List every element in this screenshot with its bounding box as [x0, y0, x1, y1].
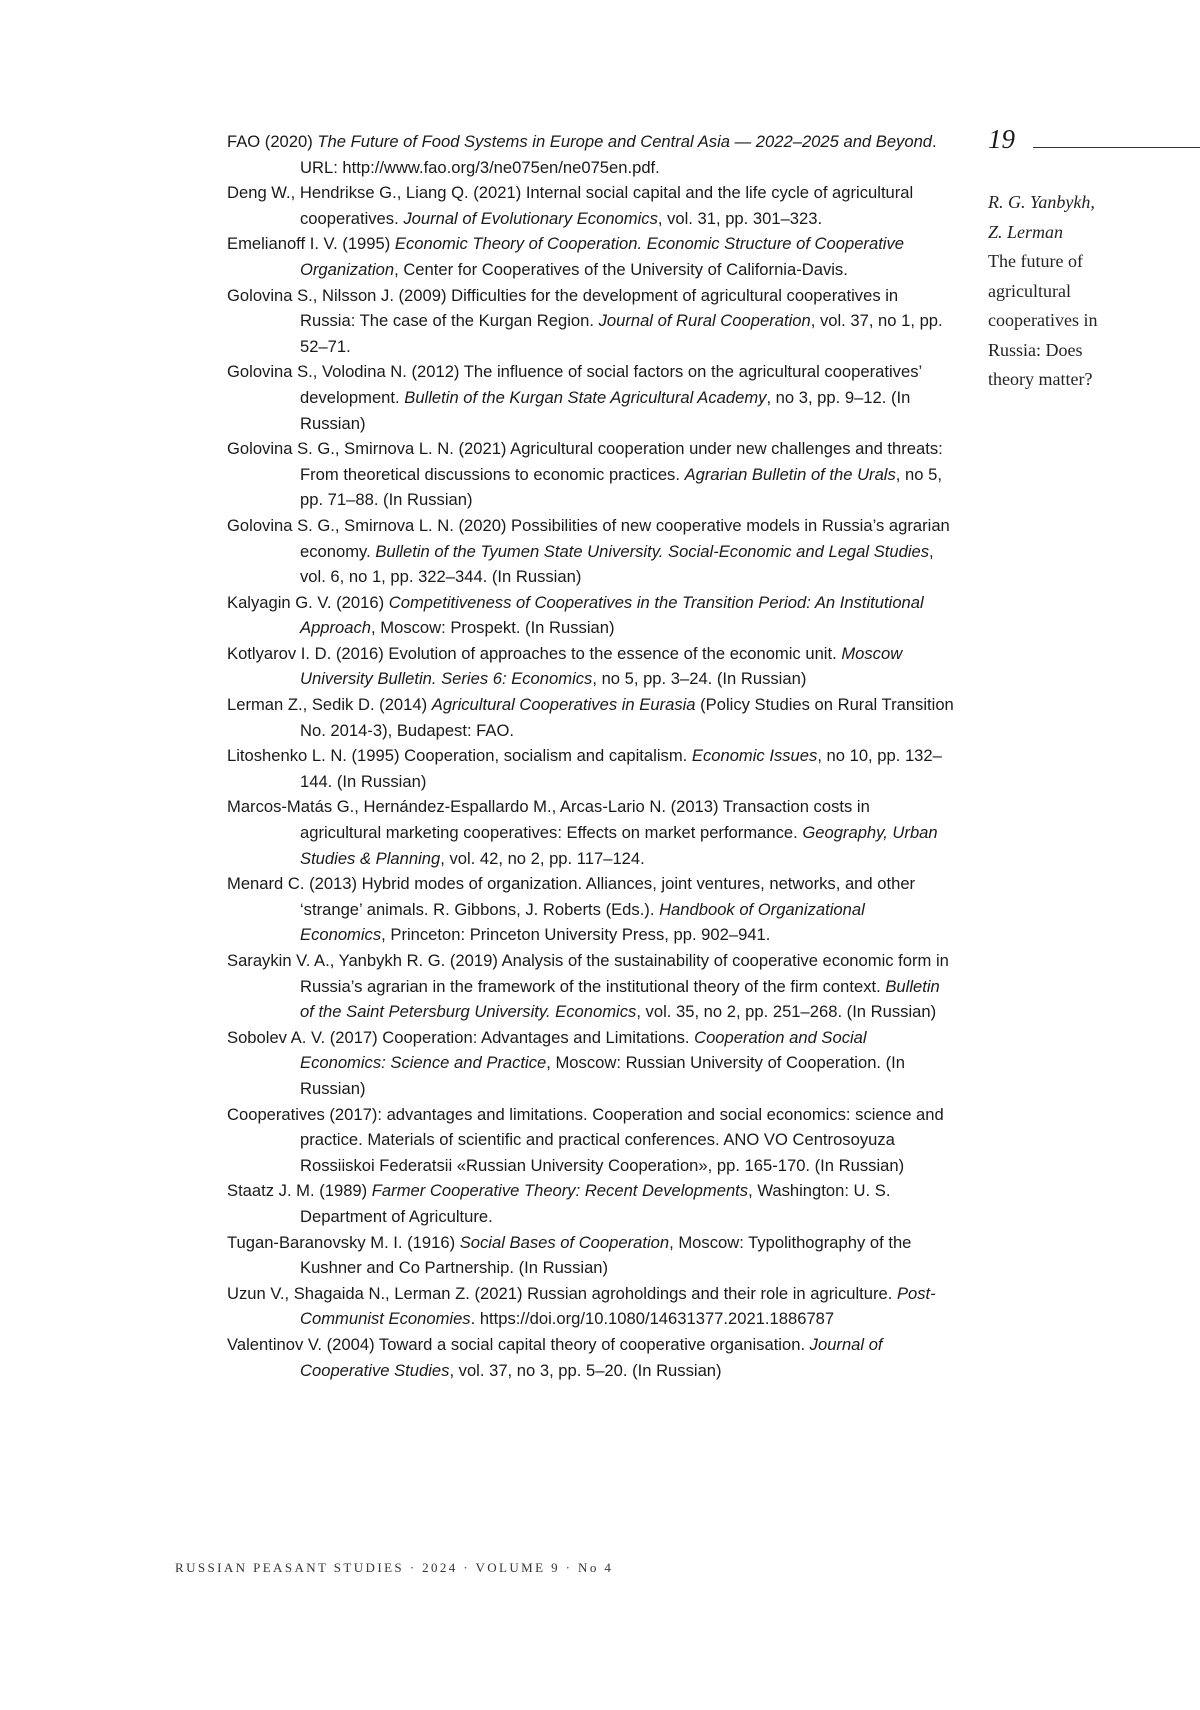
reference-entry — [227, 641, 955, 692]
reference-text: Staatz J. M. (1989) — [227, 1181, 372, 1201]
reference-source-title: Geography, Urban Studies & Planning — [300, 823, 938, 868]
reference-source-title: Farmer Cooperative Theory: Recent Developments — [371, 1181, 749, 1201]
reference-text: , no 5, pp. 71–88. (In Russian) — [300, 464, 942, 510]
reference-text: Kalyagin G. V. (2016) — [227, 592, 389, 612]
reference-text: , no 5, pp. 3–24. (In Russian) — [592, 669, 807, 689]
reference-entry — [227, 871, 955, 948]
reference-text: , Center for Cooperatives of the University of California-Davis. — [394, 259, 848, 279]
page-number: 19 — [988, 124, 1015, 154]
reference-text: Lerman Z., Sedik D. (2014) — [227, 695, 432, 715]
sidebar-author: R. G. Yanbykh, — [988, 192, 1095, 212]
reference-source-title: Economic Issues — [691, 746, 818, 766]
reference-entry — [227, 231, 955, 282]
reference-text: Kotlyarov I. D. (2016) Evolution of approaches to the essence of the economic unit. — [227, 643, 842, 663]
running-header — [988, 188, 1128, 395]
reference-list — [227, 129, 955, 1383]
reference-source-title: Bulletin of the Kurgan State Agricultural Academy — [404, 387, 767, 407]
reference-entry — [227, 794, 955, 871]
reference-entry — [227, 1281, 955, 1332]
reference-source-title: Economic Theory of Cooperation. Economic Structure of Cooperative Organization — [300, 234, 905, 279]
reference-source-title: Competitiveness of Cooperatives in the Transition Period: An Institutional Approach — [300, 592, 924, 638]
reference-text: Litoshenko L. N. (1995) Cooperation, socialism and capitalism. — [227, 746, 692, 766]
reference-text: Golovina S., Nilsson J. (2009) Difficulties for the development of agricultural cooperatives in Russia: The case of the Kurgan Region. — [227, 285, 899, 331]
reference-text: Golovina S., Volodina N. (2012) The influence of social factors on the agricultural cooperatives’ development. — [227, 362, 922, 407]
reference-text: , vol. 6, no 1, pp. 322–344. (In Russian) — [300, 541, 934, 587]
reference-text: (Policy Studies on Rural Transition No. 2014-3), Budapest: FAO. — [300, 695, 954, 740]
reference-text: , vol. 37, no 3, pp. 5–20. (In Russian) — [449, 1360, 722, 1380]
reference-text: Valentinov V. (2004) Toward a social capital theory of cooperative organisation. — [227, 1334, 810, 1354]
reference-text: , vol. 31, pp. 301–323. — [657, 208, 823, 228]
reference-text: Tugan-Baranovsky M. I. (1916) — [227, 1232, 460, 1252]
reference-text: Golovina S. G., Smirnova L. N. (2020) Possibilities of new cooperative models in Russia’s agrarian economy. — [227, 515, 950, 561]
reference-entry — [227, 1230, 955, 1281]
reference-entry — [227, 129, 955, 180]
reference-entry — [227, 436, 955, 513]
sidebar-author: Z. Lerman — [988, 221, 1064, 242]
reference-text: Menard C. (2013) Hybrid modes of organization. Alliances, joint ventures, networks, and other ‘strange’ animals. R. Gibbons, J. Roberts (Eds.). — [227, 874, 916, 919]
reference-entry — [227, 180, 955, 231]
reference-text: , no 10, pp. 132–144. (In Russian) — [300, 746, 942, 791]
reference-source-title: Cooperation and Social Economics: Science and Practice — [300, 1027, 867, 1073]
reference-text: . URL: http://www.fao.org/3/ne075en/ne075en.pdf. — [300, 132, 937, 177]
reference-text: , vol. 37, no 1, pp. 52–71. — [300, 311, 943, 356]
reference-source-title: Post-Communist Economies — [300, 1283, 936, 1329]
reference-entry — [227, 692, 955, 743]
reference-entry — [227, 1102, 955, 1179]
reference-text: , Moscow: Prospekt. (In Russian) — [371, 618, 615, 638]
reference-source-title: Moscow University Bulletin. Series 6: Economics — [300, 643, 903, 689]
reference-entry — [227, 743, 955, 794]
reference-entry — [227, 590, 955, 641]
sidebar-article-title: The future of agricultural cooperatives in Russia: Does theory matter? — [988, 251, 1098, 389]
reference-source-title: Journal of Rural Cooperation — [598, 311, 811, 331]
reference-entry — [227, 1332, 955, 1383]
reference-entry — [227, 1178, 955, 1229]
reference-text: , vol. 42, no 2, pp. 117–124. — [440, 848, 645, 868]
reference-text: Sobolev A. V. (2017) Cooperation: Advantages and Limitations. — [227, 1027, 695, 1047]
reference-source-title: Bulletin of the Saint Petersburg University. Economics — [300, 976, 940, 1022]
reference-text: Emelianoff I. V. (1995) — [227, 234, 395, 254]
reference-source-title: Journal of Evolutionary Economics — [403, 208, 658, 228]
reference-source-title: Social Bases of Cooperation — [459, 1232, 670, 1252]
reference-source-title: Agrarian Bulletin of the Urals — [684, 464, 896, 484]
reference-source-title: Handbook of Organizational Economics — [300, 899, 865, 945]
reference-entry — [227, 283, 955, 360]
reference-text: Marcos-Matás G., Hernández-Espallardo M., Arcas-Lario N. (2013) Transaction costs in agricultural marketing cooperatives: Effects on market performance. — [227, 797, 870, 843]
reference-text: , Washington: U. S. Department of Agriculture. — [300, 1181, 891, 1226]
reference-entry — [227, 513, 955, 590]
reference-text: FAO (2020) — [227, 132, 318, 151]
reference-text: , Moscow: Russian University of Cooperation. (In Russian) — [300, 1053, 906, 1098]
reference-source-title: Journal of Cooperative Studies — [300, 1334, 883, 1380]
reference-entry — [227, 1025, 955, 1102]
reference-text: . https://doi.org/10.1080/14631377.2021.1886787 — [470, 1309, 835, 1329]
reference-entry — [227, 359, 955, 436]
reference-source-title: Bulletin of the Tyumen State University. Social-Economic and Legal Studies — [375, 541, 930, 561]
journal-footer: RUSSIAN PEASANT STUDIES · 2024 · VOLUME 9 · No 4 — [175, 1560, 614, 1575]
reference-text: Cooperatives (2017): advantages and limitations. Cooperation and social economics: science and practice. Materials of scientific and practical conferences. ANO VO Centrosoyuza Rossiiskoi Federatsii «Russian University Cooperation», pp. 165-170. (In Russian) — [227, 1104, 944, 1175]
reference-text: Golovina S. G., Smirnova L. N. (2021) Agricultural cooperation under new challenges and threats: From theoretical discussions to economic practices. — [227, 439, 943, 484]
reference-source-title: Agricultural Cooperatives in Eurasia — [431, 695, 696, 715]
reference-source-title: The Future of Food Systems in Europe and Central Asia — 2022–2025 and Beyond — [317, 132, 933, 151]
sidebar-authors — [988, 188, 1128, 247]
reference-text: , no 3, pp. 9–12. (In Russian) — [300, 387, 911, 433]
reference-text: Saraykin V. A., Yanbykh R. G. (2019) Analysis of the sustainability of cooperative economic form in Russia’s agrarian in the framework of the institutional theory of the firm context. — [227, 951, 949, 996]
reference-entry — [227, 948, 955, 1025]
header-rule — [1033, 147, 1200, 148]
reference-text: Deng W., Hendrikse G., Liang Q. (2021) Internal social capital and the life cycle of agricultural cooperatives. — [227, 183, 914, 228]
reference-text: Uzun V., Shagaida N., Lerman Z. (2021) Russian agroholdings and their role in agriculture. — [227, 1283, 897, 1303]
reference-text: , Princeton: Princeton University Press, pp. 902–941. — [381, 925, 771, 945]
reference-text: , vol. 35, no 2, pp. 251–268. (In Russian) — [636, 1002, 937, 1022]
reference-text: , Moscow: Typolithography of the Kushner and Co Partnership. (In Russian) — [300, 1232, 912, 1278]
